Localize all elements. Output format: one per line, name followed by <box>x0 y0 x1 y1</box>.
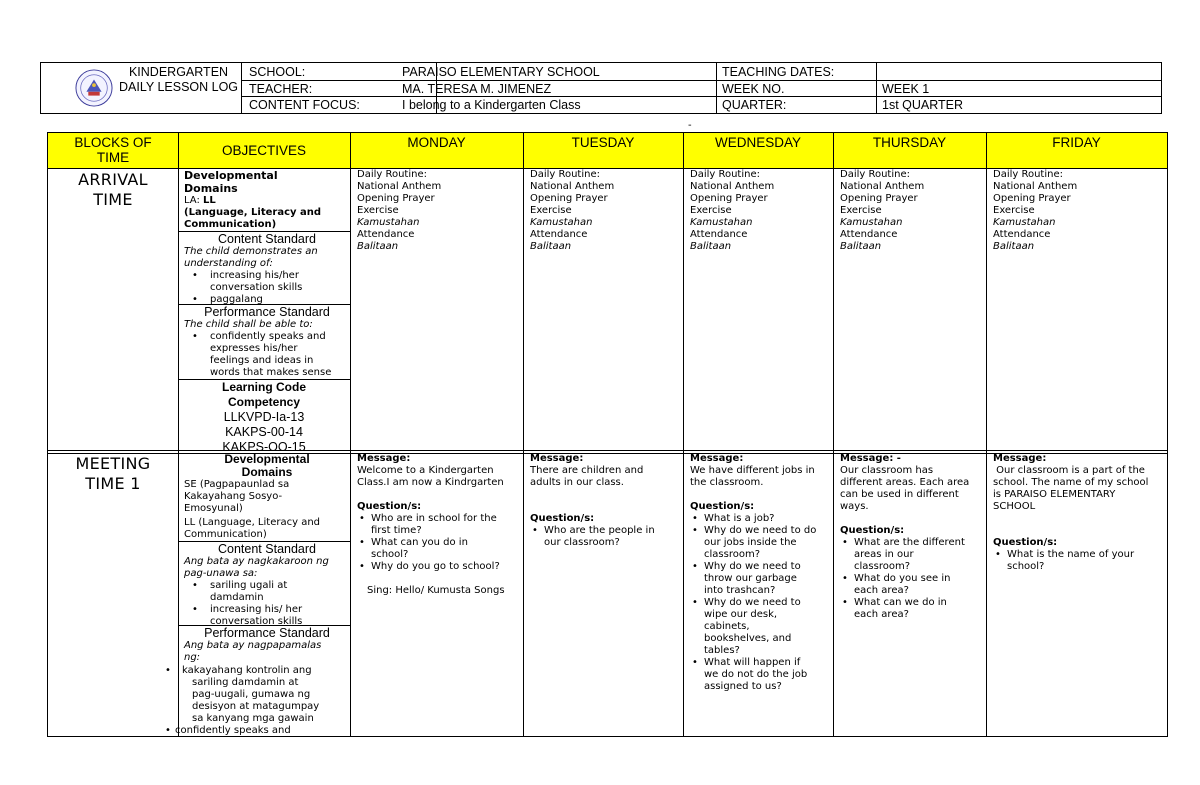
message-text: adults in our class. <box>530 477 624 488</box>
col-header-blocks-line1: BLOCKS OF <box>74 135 152 150</box>
bullet-icon: • <box>165 725 171 736</box>
routine-line: Attendance <box>840 229 898 240</box>
list-item-text: • increasing his/ her <box>210 604 303 615</box>
message-text: Welcome to a Kindergarten <box>357 465 494 476</box>
list-item-text: school? <box>371 549 409 560</box>
routine-line: Balitaan <box>840 241 882 252</box>
message-text: There are children and <box>530 465 644 476</box>
meeting-dev-head-2: Domains <box>241 465 293 479</box>
col-header-thursday <box>833 133 986 169</box>
lesson-log-header-table <box>40 62 1162 114</box>
routine-line: Daily Routine: <box>690 169 760 180</box>
col-header-tuesday <box>523 133 683 169</box>
stray-mark: - <box>688 120 692 131</box>
arrival-content-list <box>184 270 350 306</box>
list-item-text: • What can we do in <box>854 597 947 608</box>
routine-line: National Anthem <box>530 181 615 192</box>
list-item-text: assigned to us? <box>704 681 782 692</box>
list-item-text: • Why do we need to <box>704 597 801 608</box>
routine-line: Daily Routine: <box>840 169 910 180</box>
thursday-arrival-routine <box>840 169 924 253</box>
list-item <box>690 561 830 597</box>
routine-line: Opening Prayer <box>993 193 1071 204</box>
message-text: ways. <box>840 501 869 512</box>
list-item-text: bookshelves, and <box>704 633 792 644</box>
meeting-se-line: Emosyunal) <box>184 503 243 514</box>
school-value: PARAISO ELEMENTARY SCHOOL <box>402 65 600 79</box>
message-text: the classroom. <box>690 477 764 488</box>
list-item <box>184 604 350 628</box>
list-item <box>690 525 830 561</box>
list-item-text: throw our garbage <box>704 573 797 584</box>
arrival-dev-head-1: Developmental <box>184 169 278 182</box>
col-header-blocks-line2: TIME <box>96 150 130 165</box>
list-item-text: • What is a job? <box>704 513 775 524</box>
routine-line: Opening Prayer <box>357 193 435 204</box>
wednesday-arrival-routine <box>690 169 774 253</box>
block-arrival-line2: TIME <box>93 190 133 209</box>
routine-line: Opening Prayer <box>690 193 768 204</box>
friday-arrival-routine <box>993 169 1077 253</box>
message-text: can be used in different <box>840 489 959 500</box>
col-header-wednesday <box>683 133 833 169</box>
list-item-text: confidently speaks and <box>175 725 291 736</box>
list-item-text: tables? <box>704 645 740 656</box>
list-item <box>993 549 1165 573</box>
routine-line: Daily Routine: <box>530 169 600 180</box>
arrival-perf-intro: The child shall be able to: <box>184 319 313 330</box>
question-list <box>690 513 830 693</box>
block-meeting-line1: MEETING <box>75 454 151 473</box>
meeting-dev-head-1: Developmental <box>224 452 310 466</box>
wednesday-meeting-cell <box>690 453 830 693</box>
routine-line: Exercise <box>690 205 732 216</box>
list-item-text: school? <box>1007 561 1045 572</box>
routine-line: Kamustahan <box>690 217 753 228</box>
meeting-se-line: Kakayahang Sosyo- <box>184 491 283 502</box>
routine-line: Kamustahan <box>357 217 420 228</box>
list-item-text: • Why do we need to do <box>704 525 817 536</box>
routine-line: Kamustahan <box>993 217 1056 228</box>
school-label: SCHOOL: <box>249 65 306 79</box>
questions-label: Question/s: <box>357 501 422 512</box>
question-list <box>357 513 519 573</box>
arrival-code-heading-2: Competency <box>227 395 301 409</box>
list-item-text: expresses his/her <box>210 343 298 354</box>
routine-line: Kamustahan <box>840 217 903 228</box>
column-divider <box>523 133 524 736</box>
routine-line: Kamustahan <box>530 217 593 228</box>
arrival-la-desc-1: (Language, Literacy and <box>184 207 322 218</box>
list-item-text: conversation skills <box>210 282 303 293</box>
quarter-label: QUARTER: <box>722 98 787 112</box>
message-text: Our classroom is a part of the <box>993 465 1145 476</box>
list-item <box>165 725 350 737</box>
questions-label: Question/s: <box>840 525 905 536</box>
column-divider <box>683 133 684 736</box>
col-header-wednesday-label: WEDNESDAY <box>714 135 801 150</box>
routine-line: National Anthem <box>690 181 775 192</box>
thursday-meeting-cell <box>840 453 983 621</box>
list-item-text: areas in our <box>854 549 914 560</box>
col-header-objectives <box>178 133 350 169</box>
routine-line: Exercise <box>840 205 882 216</box>
column-divider <box>350 133 351 736</box>
meeting-performance-standard <box>178 626 350 664</box>
arrival-learning-code <box>178 380 350 455</box>
list-item-text: classroom? <box>704 549 761 560</box>
routine-line: Daily Routine: <box>993 169 1063 180</box>
column-divider <box>833 133 834 736</box>
routine-line: Balitaan <box>530 241 572 252</box>
list-item <box>165 665 350 725</box>
list-item <box>690 597 830 657</box>
message-text: school. The name of my school <box>993 477 1149 488</box>
routine-line: Exercise <box>530 205 572 216</box>
list-item <box>184 580 350 604</box>
tuesday-arrival-routine <box>530 169 614 253</box>
routine-line: Attendance <box>530 229 588 240</box>
arrival-la-value: LL <box>203 195 216 206</box>
list-item-text: each area? <box>854 609 909 620</box>
lesson-log-table <box>47 132 1168 737</box>
list-item-text: classroom? <box>854 561 911 572</box>
block-meeting-line2: TIME 1 <box>85 474 141 493</box>
list-item-text: • Who are the people in <box>544 525 655 536</box>
message-text: Class.I am now a Kindrgarten <box>357 477 504 488</box>
question-list <box>840 537 983 621</box>
col-header-tuesday-label: TUESDAY <box>571 135 635 150</box>
teaching-dates-label: TEACHING DATES: <box>722 65 835 79</box>
col-header-objectives-label: OBJECTIVES <box>221 143 307 158</box>
routine-line: Balitaan <box>993 241 1035 252</box>
tuesday-meeting-cell <box>530 453 680 549</box>
list-item-text: sariling damdamin at <box>192 677 299 688</box>
list-item <box>357 513 519 537</box>
list-item <box>840 573 983 597</box>
message-text: different areas. Each area <box>840 477 970 488</box>
arrival-content-standard <box>178 232 350 306</box>
list-item-text: • What can you do in <box>371 537 468 548</box>
list-item-text: cabinets, <box>704 621 750 632</box>
list-item-text: first time? <box>371 525 422 536</box>
arrival-code-3: KAKPS-OO-15 <box>222 440 306 454</box>
col-header-monday <box>350 133 523 169</box>
list-item-text: • What will happen if <box>704 657 801 668</box>
col-header-friday <box>986 133 1167 169</box>
arrival-developmental-domains <box>178 169 350 231</box>
list-item-text: damdamin <box>210 592 264 603</box>
list-item <box>690 513 830 525</box>
block-meeting-time-1 <box>48 454 178 494</box>
questions-label: Question/s: <box>530 513 595 524</box>
arrival-la-desc-2: Communication) <box>184 219 277 230</box>
routine-line: Attendance <box>357 229 415 240</box>
list-item-text: sa kanyang mga gawain <box>192 713 314 724</box>
list-item-text: pag-uugali, gumawa ng <box>192 689 311 700</box>
list-item-text: • paggalang <box>210 294 263 305</box>
week-label: WEEK NO. <box>722 82 785 96</box>
meeting-performance-standard-heading: Performance Standard <box>204 626 330 640</box>
meeting-content-intro-1: Ang bata ay nagkakaroon ng <box>184 556 329 567</box>
list-item <box>184 270 350 294</box>
routine-line: Exercise <box>357 205 399 216</box>
friday-meeting-cell <box>993 453 1165 573</box>
list-item-text: • What do you see in <box>854 573 951 584</box>
header-title-line1: KINDERGARTEN <box>128 65 229 79</box>
monday-arrival-routine <box>357 169 441 253</box>
questions-label: Question/s: <box>690 501 755 512</box>
list-item <box>530 525 680 549</box>
message-label: Message: <box>690 453 744 464</box>
routine-line: Attendance <box>690 229 748 240</box>
arrival-dev-head-2: Domains <box>184 182 238 195</box>
list-item <box>840 597 983 621</box>
list-item <box>690 657 830 693</box>
list-item-text: • What are the different <box>854 537 965 548</box>
list-item <box>357 537 519 561</box>
content-focus-label: CONTENT FOCUS: <box>249 98 360 112</box>
list-item-text: conversation skills <box>210 616 303 627</box>
arrival-code-2: KAKPS-00-14 <box>225 425 303 439</box>
message-label: Message: <box>993 453 1047 464</box>
list-item-text: feelings and ideas in <box>210 355 314 366</box>
message-text: is PARAISO ELEMENTARY <box>993 489 1116 500</box>
question-list <box>530 525 680 549</box>
teacher-value: MA. TERESA M. JIMENEZ <box>402 82 552 96</box>
routine-line: Balitaan <box>357 241 399 252</box>
list-item-text: • Why do you go to school? <box>371 561 500 572</box>
week-value: WEEK 1 <box>882 82 930 96</box>
meeting-content-standard-heading: Content Standard <box>218 542 316 556</box>
list-item-text: wipe our desk, <box>704 609 778 620</box>
routine-line: Daily Routine: <box>357 169 427 180</box>
column-divider <box>986 133 987 736</box>
question-list <box>993 549 1165 573</box>
bullet-icon: • <box>165 665 171 676</box>
list-item-text: our jobs inside the <box>704 537 797 548</box>
routine-line: Exercise <box>993 205 1035 216</box>
message-text: Our classroom has <box>840 465 934 476</box>
list-item-text: • sariling ugali at <box>210 580 288 591</box>
routine-line: Balitaan <box>690 241 732 252</box>
meeting-se-line: SE (Pagpapaunlad sa <box>184 479 290 490</box>
arrival-la-line <box>184 195 350 207</box>
deped-seal-icon <box>75 69 113 107</box>
arrival-perf-list <box>184 331 350 379</box>
meeting-developmental-domains <box>178 453 350 541</box>
list-item-text: each area? <box>854 585 909 596</box>
meeting-content-list <box>184 580 350 628</box>
message-label: Message: <box>357 453 411 464</box>
message-text: We have different jobs in <box>690 465 815 476</box>
list-item-text: into trashcan? <box>704 585 776 596</box>
list-item-text: • Who are in school for the <box>371 513 497 524</box>
list-item-text: • increasing his/her <box>210 270 299 281</box>
col-header-friday-label: FRIDAY <box>1052 135 1101 150</box>
meeting-content-intro-2: pag-unawa sa: <box>184 568 258 579</box>
questions-label: Question/s: <box>993 537 1058 548</box>
routine-line: Attendance <box>993 229 1051 240</box>
header-title <box>119 65 238 95</box>
sing-activity: Sing: Hello/ Kumusta Songs <box>367 585 505 596</box>
header-title-line2: DAILY LESSON LOG <box>119 80 239 94</box>
meeting-perf-intro-1: Ang bata ay nagpapamalas <box>184 640 322 651</box>
col-header-monday-label: MONDAY <box>407 135 466 150</box>
meeting-ll-line: Communication) <box>184 529 267 540</box>
teacher-label: TEACHER: <box>249 82 313 96</box>
meeting-content-standard <box>178 542 350 628</box>
meeting-ll-line: LL (Language, Literacy and <box>184 517 321 528</box>
arrival-performance-standard <box>178 305 350 379</box>
quarter-value: 1st QUARTER <box>882 98 964 112</box>
list-item-text: kakayahang kontrolin ang <box>182 665 312 676</box>
block-arrival-time <box>48 170 178 210</box>
col-header-blocks-of-time <box>48 133 178 169</box>
header-logo-block <box>41 63 242 113</box>
monday-meeting-cell <box>357 453 519 597</box>
list-item-text: • Why do we need to <box>704 561 801 572</box>
list-item-text: words that makes sense <box>210 367 332 378</box>
arrival-code-heading-1: Learning Code <box>221 380 306 394</box>
list-item <box>184 331 350 379</box>
message-label: Message: <box>530 453 584 464</box>
list-item-text: desisyon at matagumpay <box>192 701 320 712</box>
message-label: Message: - <box>840 453 901 464</box>
list-item-text: • What is the name of your <box>1007 549 1135 560</box>
routine-line: National Anthem <box>840 181 925 192</box>
list-item-text: our classroom? <box>544 537 620 548</box>
arrival-content-intro-1: The child demonstrates an <box>184 246 318 257</box>
arrival-content-intro-2: understanding of: <box>184 258 273 269</box>
message-text: SCHOOL <box>993 501 1036 512</box>
list-item-text: • confidently speaks and <box>210 331 326 342</box>
routine-line: Opening Prayer <box>530 193 608 204</box>
routine-line: National Anthem <box>357 181 442 192</box>
meeting-perf-intro-2: ng: <box>184 652 201 663</box>
meeting-perf-list <box>165 665 350 737</box>
routine-line: Opening Prayer <box>840 193 918 204</box>
block-arrival-line1: ARRIVAL <box>78 170 148 189</box>
col-header-thursday-label: THURSDAY <box>872 135 947 150</box>
arrival-la-prefix: LA: <box>184 195 204 206</box>
list-item-text: we do not do the job <box>704 669 808 680</box>
list-item <box>840 537 983 573</box>
list-item <box>357 561 519 573</box>
arrival-content-standard-heading: Content Standard <box>218 232 316 246</box>
arrival-code-1: LLKVPD-Ia-13 <box>223 410 305 424</box>
arrival-performance-standard-heading: Performance Standard <box>204 305 330 319</box>
routine-line: National Anthem <box>993 181 1078 192</box>
content-focus-value: I belong to a Kindergarten Class <box>402 98 581 112</box>
